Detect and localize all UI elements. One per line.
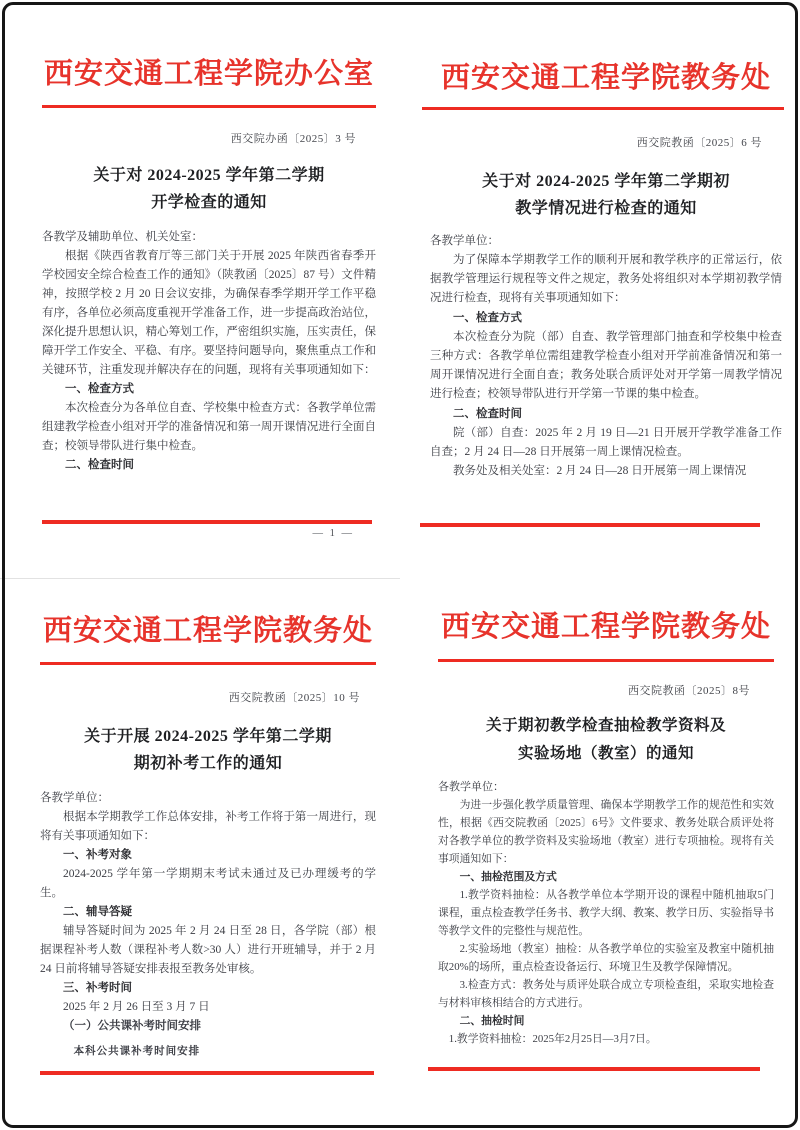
document-4-spot-check-notice: [400, 565, 800, 1130]
doc1-notice-title-line2: 开学检查的通知: [151, 193, 267, 211]
doc2-document-number: 西交院教函〔2025〕6 号: [636, 136, 762, 149]
doc3-letterhead-rule: [40, 662, 376, 665]
doc2-notice-title-line1: 关于对 2024-2025 学年第二学期初: [482, 172, 730, 190]
doc4-letterhead-rule: [438, 659, 774, 662]
doc2-footer-rule: [420, 523, 760, 527]
doc2-paragraph-4: 教务处及相关处室：2 月 24 日—28 日开展第一周上课情况: [453, 465, 747, 478]
doc1-letterhead-rule: [42, 105, 376, 108]
document-2-teaching-check-notice: [400, 0, 800, 565]
doc2-salutation: 各教学单位：: [430, 234, 499, 247]
doc2-paragraph-3: 院（部）自查：2025 年 2 月 19 日—21 日开展开学教学准备工作自查；2 月 24 日—28 日开展第一周上课情况检查。: [430, 426, 782, 458]
doc4-document-number: 西交院教函〔2025〕8号: [628, 684, 750, 697]
doc1-paragraph-2: 本次检查分为各单位自查、学校集中检查方式：各教学单位需组建教学检查小组对开学的准备情况和第一周开课情况进行全面自查；校领导带队进行集中检查。: [42, 401, 376, 452]
doc4-section-heading-2: 二、抽检时间: [459, 1014, 525, 1027]
doc1-paragraph-1: 根据《陕西省教育厅等三部门关于开展 2025 年陕西省春季开学校园安全综合检查工作的通知》（陕教函〔2025〕87 号）文件精神，按照学校 2 月 20 日会议安排，为确保春季学期开学工作平稳有序，各单位必须高度重视开学准备工作，进一步提高政治站位，深化提升思想认识，精心筹划工作，严密组织实施，压实责任，保障开学工作安全、平稳、有序。要坚持问题导向，聚焦重点工作和关键环节，注重发现并解决存在的问题，现将有关事项通知如下：: [42, 249, 376, 376]
doc4-letterhead: 西安交通工程学院教务处: [440, 611, 771, 643]
doc1-notice-title-line1: 关于对 2024-2025 学年第二学期: [93, 166, 325, 184]
doc4-paragraph-4: 3.检查方式：教务处与质评处联合成立专项检查组，采取实地检查与材料审核相结合的方式进行。: [438, 978, 774, 1009]
doc3-paragraph-1: 根据本学期教学工作总体安排，补考工作将于第一周进行，现将有关事项通知如下：: [40, 810, 376, 842]
doc4-paragraph-1: 为进一步强化教学质量管理、确保本学期教学工作的规范性和实效性，根据《西交院教函〔2025〕6号》文件要求、教务处联合质评处将对各教学单位的教学资料及实验场地（教室）进行专项抽检。现将有关事项通知如下：: [438, 798, 774, 865]
doc3-notice-title: [40, 723, 376, 777]
doc3-page: [0, 565, 400, 1130]
doc1-page-number: — 1 —: [312, 528, 354, 539]
doc3-section-heading-3: 三、补考时间: [63, 981, 132, 994]
doc2-page: [400, 0, 800, 565]
doc1-notice-title: [42, 162, 376, 216]
doc2-letterhead-rule: [422, 107, 784, 110]
doc1-section-heading-1: 一、检查方式: [65, 382, 134, 395]
doc3-section-heading-2: 二、辅导答疑: [63, 905, 132, 918]
doc2-notice-title-line2: 教学情况进行检查的通知: [515, 199, 697, 217]
doc3-salutation: 各教学单位：: [40, 791, 109, 804]
doc3-table-caption: 本科公共课补考时间安排: [73, 1045, 201, 1057]
doc3-paragraph-2: 2024-2025 学年第一学期期末考试未通过及已办理缓考的学生。: [40, 867, 376, 899]
doc2-section-heading-1: 一、检查方式: [453, 311, 522, 324]
doc4-notice-title: [438, 712, 774, 768]
doc4-salutation: 各教学单位：: [438, 780, 504, 793]
doc3-notice-title-line2: 期初补考工作的通知: [133, 754, 283, 772]
doc4-paragraph-2: 1.教学资料抽检：从各教学单位本学期开设的课程中随机抽取5门课程，重点检查教学任务书、教学大纲、教案、教学日历、实验指导书等教学文件的完整性与规范性。: [438, 888, 774, 937]
doc1-footer-rule: [42, 520, 372, 524]
doc4-section-heading-1: 一、抽检范围及方式: [459, 870, 557, 883]
doc3-subsection-heading: （一）公共课补考时间安排: [63, 1019, 201, 1032]
doc3-footer-rule: [40, 1071, 374, 1075]
doc1-document-number: 西交院办函〔2025〕3 号: [230, 132, 356, 145]
doc1-section-heading-2: 二、检查时间: [65, 458, 134, 471]
doc2-section-heading-2: 二、检查时间: [453, 407, 522, 420]
doc2-notice-title: [430, 168, 782, 222]
doc3-letterhead: 西安交通工程学院教务处: [42, 615, 373, 647]
doc3-section-heading-1: 一、补考对象: [63, 848, 132, 861]
doc3-paragraph-3: 辅导答疑时间为 2025 年 2 月 24 日至 28 日，各学院（部）根据课程补考人数（课程补考人数>30 人）进行开班辅导，并于 2 月 24 日前将辅导答疑安排表报至教务处审核。: [40, 924, 376, 975]
document-1-office-notice: [0, 0, 400, 565]
doc4-footer-rule: [428, 1067, 760, 1071]
doc4-paragraph-5: 1.教学资料抽检：2025年2月25日—3月7日。: [448, 1032, 657, 1045]
doc4-paragraph-3: 2.实验场地（教室）抽检：从各教学单位的实验室及教室中随机抽取20%的场所，重点检查设备运行、环境卫生及教学保障情况。: [438, 942, 774, 973]
doc2-letterhead: 西安交通工程学院教务处: [440, 62, 771, 94]
doc4-page: [400, 565, 800, 1130]
doc3-exam-dates: 2025 年 2 月 26 日至 3 月 7 日: [63, 1000, 210, 1013]
doc4-notice-title-line1: 关于期初教学检查抽检教学资料及: [485, 716, 726, 734]
document-3-makeup-exam-notice: [0, 565, 400, 1130]
doc1-salutation: 各教学及辅助单位、机关处室：: [42, 230, 203, 243]
doc2-paragraph-2: 本次检查分为院（部）自查、教学管理部门抽查和学校集中检查三种方式：各教学单位需组建教学检查小组对开学前准备情况和第一周开课情况进行全面自查；教务处联合质评处对开学第一周教学情况进行检查；校领导带队进行开学第一节课的集中检查。: [430, 330, 782, 401]
doc3-notice-title-line1: 关于开展 2024-2025 学年第二学期: [84, 727, 332, 745]
doc1-letterhead: 西安交通工程学院办公室: [43, 58, 374, 90]
doc2-paragraph-1: 为了保障本学期教学工作的顺利开展和教学秩序的正常运行，依据教学管理运行规程等文件之规定，教务处将组织对本学期初教学情况进行检查，现将有关事项通知如下：: [430, 253, 782, 305]
doc3-document-number: 西交院教函〔2025〕10 号: [228, 691, 360, 704]
doc1-page: [0, 0, 400, 565]
doc4-notice-title-line2: 实验场地（教室）的通知: [517, 744, 694, 762]
